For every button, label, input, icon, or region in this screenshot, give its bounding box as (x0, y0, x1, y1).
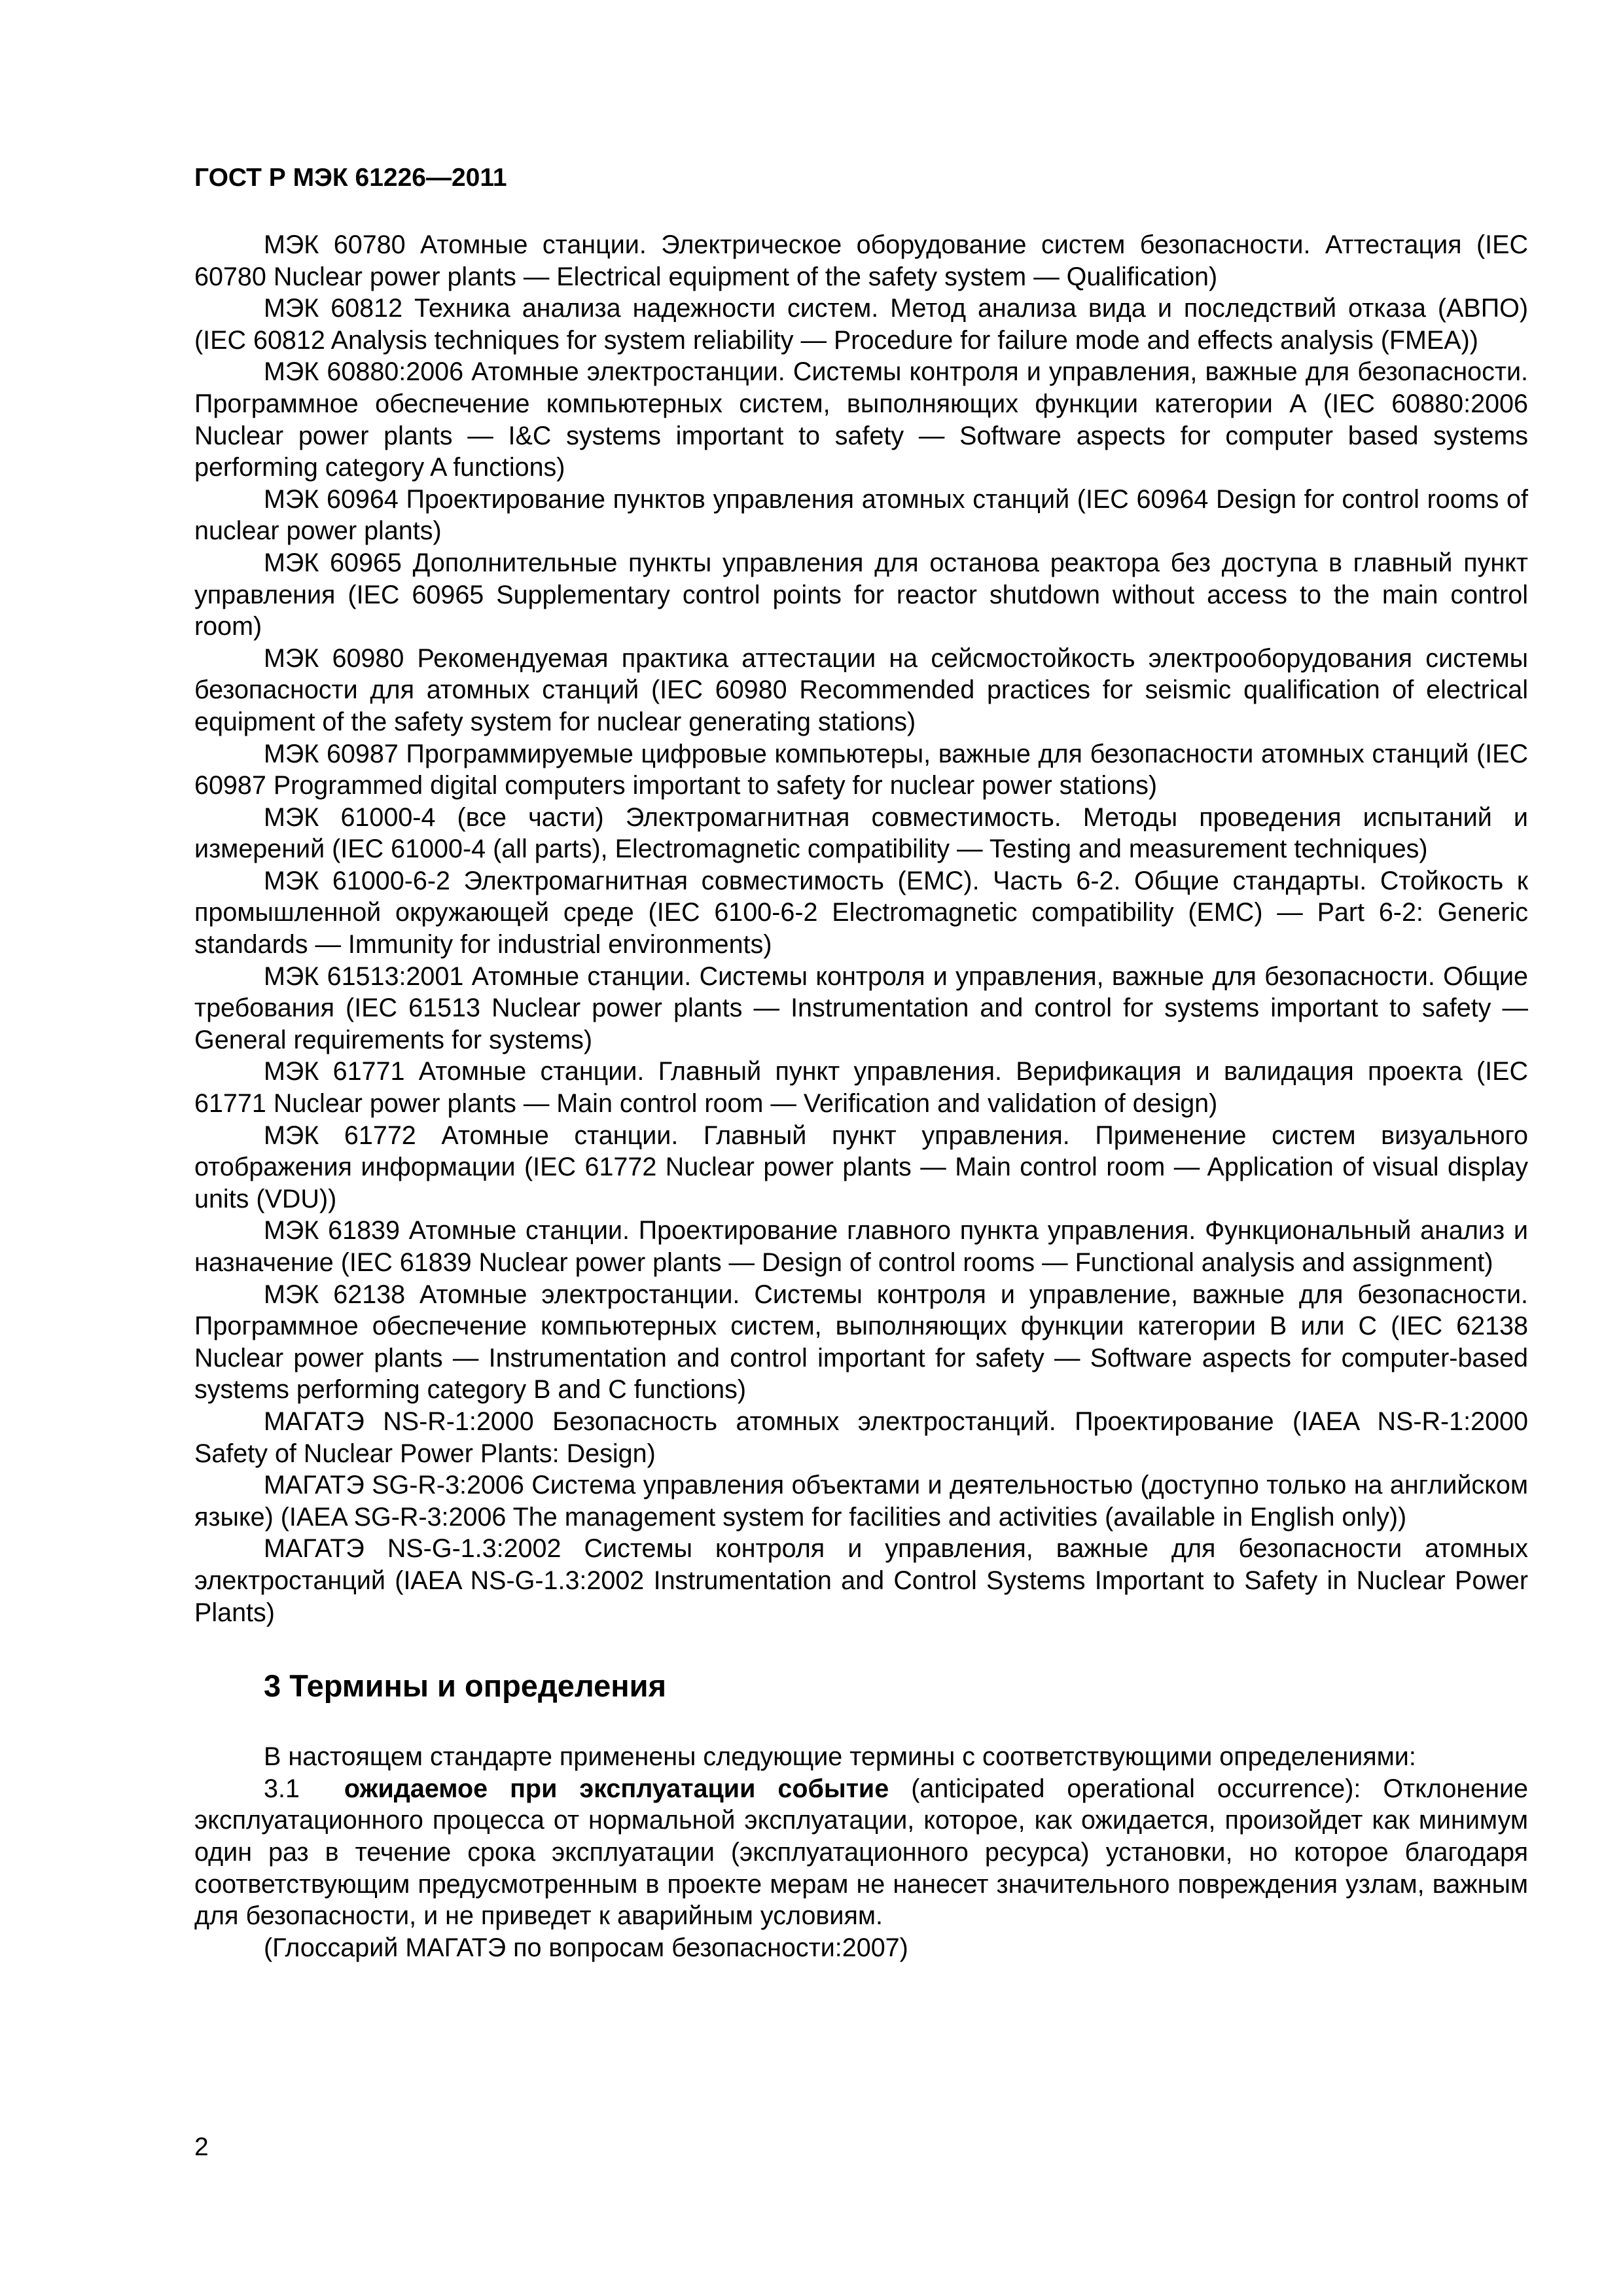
reference-item: МЭК 60987 Программируемые цифровые компьютеры, важные для безопасности атомных станций (IEC 60987 Programmed digital computers important to safety for nuclear power stations) (194, 739, 1528, 800)
reference-item: МАГАТЭ NS-R-1:2000 Безопасность атомных электростанций. Проектирование (IAEA NS-R-1:2000 Safety of Nuclear Power Plants: Design) (194, 1407, 1528, 1468)
term-definition-text: (anticipated operational occurrence): Отклонение эксплуатационного процесса от нормальной эксплуатации, которое, как ожидается, произойдет как минимум один раз в течение срока эксплуатации (эксплуатационного ресурса) установки, но которое благодаря соответствующим предусмотренным в проекте мерам не нанесет значительного повреждения узлам, важным для безопасности, и не приведет к аварийным условиям. (194, 1774, 1528, 1931)
reference-item: МАГАТЭ SG-R-3:2006 Система управления объектами и деятельностью (доступно только на английском языке) (IAEA SG-R-3:2006 The management system for facilities and activities (available in English only)) (194, 1471, 1528, 1532)
reference-item: МЭК 61000-4 (все части) Электромагнитная совместимость. Методы проведения испытаний и измерений (IEC 61000-4 (all parts), Electromagnetic compatibility — Testing and measurement techniques) (194, 802, 1528, 864)
reference-item: МЭК 61771 Атомные станции. Главный пункт управления. Верификация и валидация проекта (IEC 61771 Nuclear power plants — Main control room — Verification and validation of design) (194, 1057, 1528, 1119)
reference-item: МЭК 60780 Атомные станции. Электрическое оборудование систем безопасности. Аттестация (IEC 60780 Nuclear power plants — Electrical equipment of the safety system — Qualification) (194, 230, 1528, 291)
section-title: 3 Термины и определения (264, 1668, 666, 1704)
page-body (194, 229, 1528, 1964)
section-intro: В настоящем стандарте применены следующие термины с соответствующими определениями: (264, 1742, 1416, 1772)
reference-item: МЭК 61513:2001 Атомные станции. Системы контроля и управления, важные для безопасности. Общие требования (IEC 61513 Nuclear power plants — Instrumentation and control for systems important to safety — General requirements for systems) (194, 961, 1528, 1054)
normative-references-list (194, 229, 1528, 1628)
reference-item: МАГАТЭ NS-G-1.3:2002 Системы контроля и управления, важные для безопасности атомных электростанций (IAEA NS-G-1.3:2002 Instrumentation and Control Systems Important to Safety in Nuclear Power Plants) (194, 1534, 1528, 1627)
term-source: (Глоссарий МАГАТЭ по вопросам безопасности:2007) (264, 1933, 908, 1962)
reference-item: МЭК 60980 Рекомендуемая практика аттестации на сейсмостойкость электрооборудования системы безопасности для атомных станций (IEC 60980 Recommended practices for seismic qualification of electrical equipment of the safety system for nuclear generating stations) (194, 643, 1528, 736)
reference-item: МЭК 61000-6-2 Электромагнитная совместимость (ЕМС). Часть 6-2. Общие стандарты. Стойкость к промышленной окружающей среде (IEC 6100-6-2 Electromagnetic compatibility (EMC) — Part 6-2: Generic standards — Immunity for industrial environments) (194, 866, 1528, 960)
reference-item: МЭК 60965 Дополнительные пункты управления для останова реактора без доступа в главный пункт управления (IEC 60965 Supplementary control points for reactor shutdown without access to the main control room) (194, 548, 1528, 641)
term-definition (194, 1773, 1528, 1932)
reference-item: МЭК 62138 Атомные электростанции. Системы контроля и управление, важные для безопасности. Программное обеспечение компьютерных систем, выполняющих функции категории В или С (IEC 62138 Nuclear power plants — Instrumentation and control important for safety — Software aspects for computer-based systems performing category B and C functions) (194, 1280, 1528, 1405)
reference-item: МЭК 61839 Атомные станции. Проектирование главного пункта управления. Функциональный анализ и назначение (IEC 61839 Nuclear power plants — Design of control rooms — Functional analysis and assignment) (194, 1216, 1528, 1277)
term-number: 3.1 (264, 1774, 300, 1803)
page-number: 2 (194, 2133, 209, 2161)
document-header: ГОСТ Р МЭК 61226—2011 (194, 164, 507, 192)
term-name: ожидаемое при эксплуатации событие (344, 1774, 889, 1803)
reference-item: МЭК 61772 Атомные станции. Главный пункт управления. Применение систем визуального отображения информации (IEC 61772 Nuclear power plants — Main control room — Application of visual display units (VDU)) (194, 1121, 1528, 1213)
reference-item: МЭК 60812 Техника анализа надежности систем. Метод анализа вида и последствий отказа (АВПО) (IEC 60812 Analysis techniques for system reliability — Procedure for failure mode and effects analysis (FMEA)) (194, 294, 1528, 355)
reference-item: МЭК 60880:2006 Атомные электростанции. Системы контроля и управления, важные для безопасности. Программное обеспечение компьютерных систем, выполняющих функции категории А (IEC 60880:2006 Nuclear power plants — I&C systems important to safety — Software aspects for computer based systems performing category A functions) (194, 357, 1528, 482)
reference-item: МЭК 60964 Проектирование пунктов управления атомных станций (IEC 60964 Design for control rooms of nuclear power plants) (194, 484, 1528, 546)
